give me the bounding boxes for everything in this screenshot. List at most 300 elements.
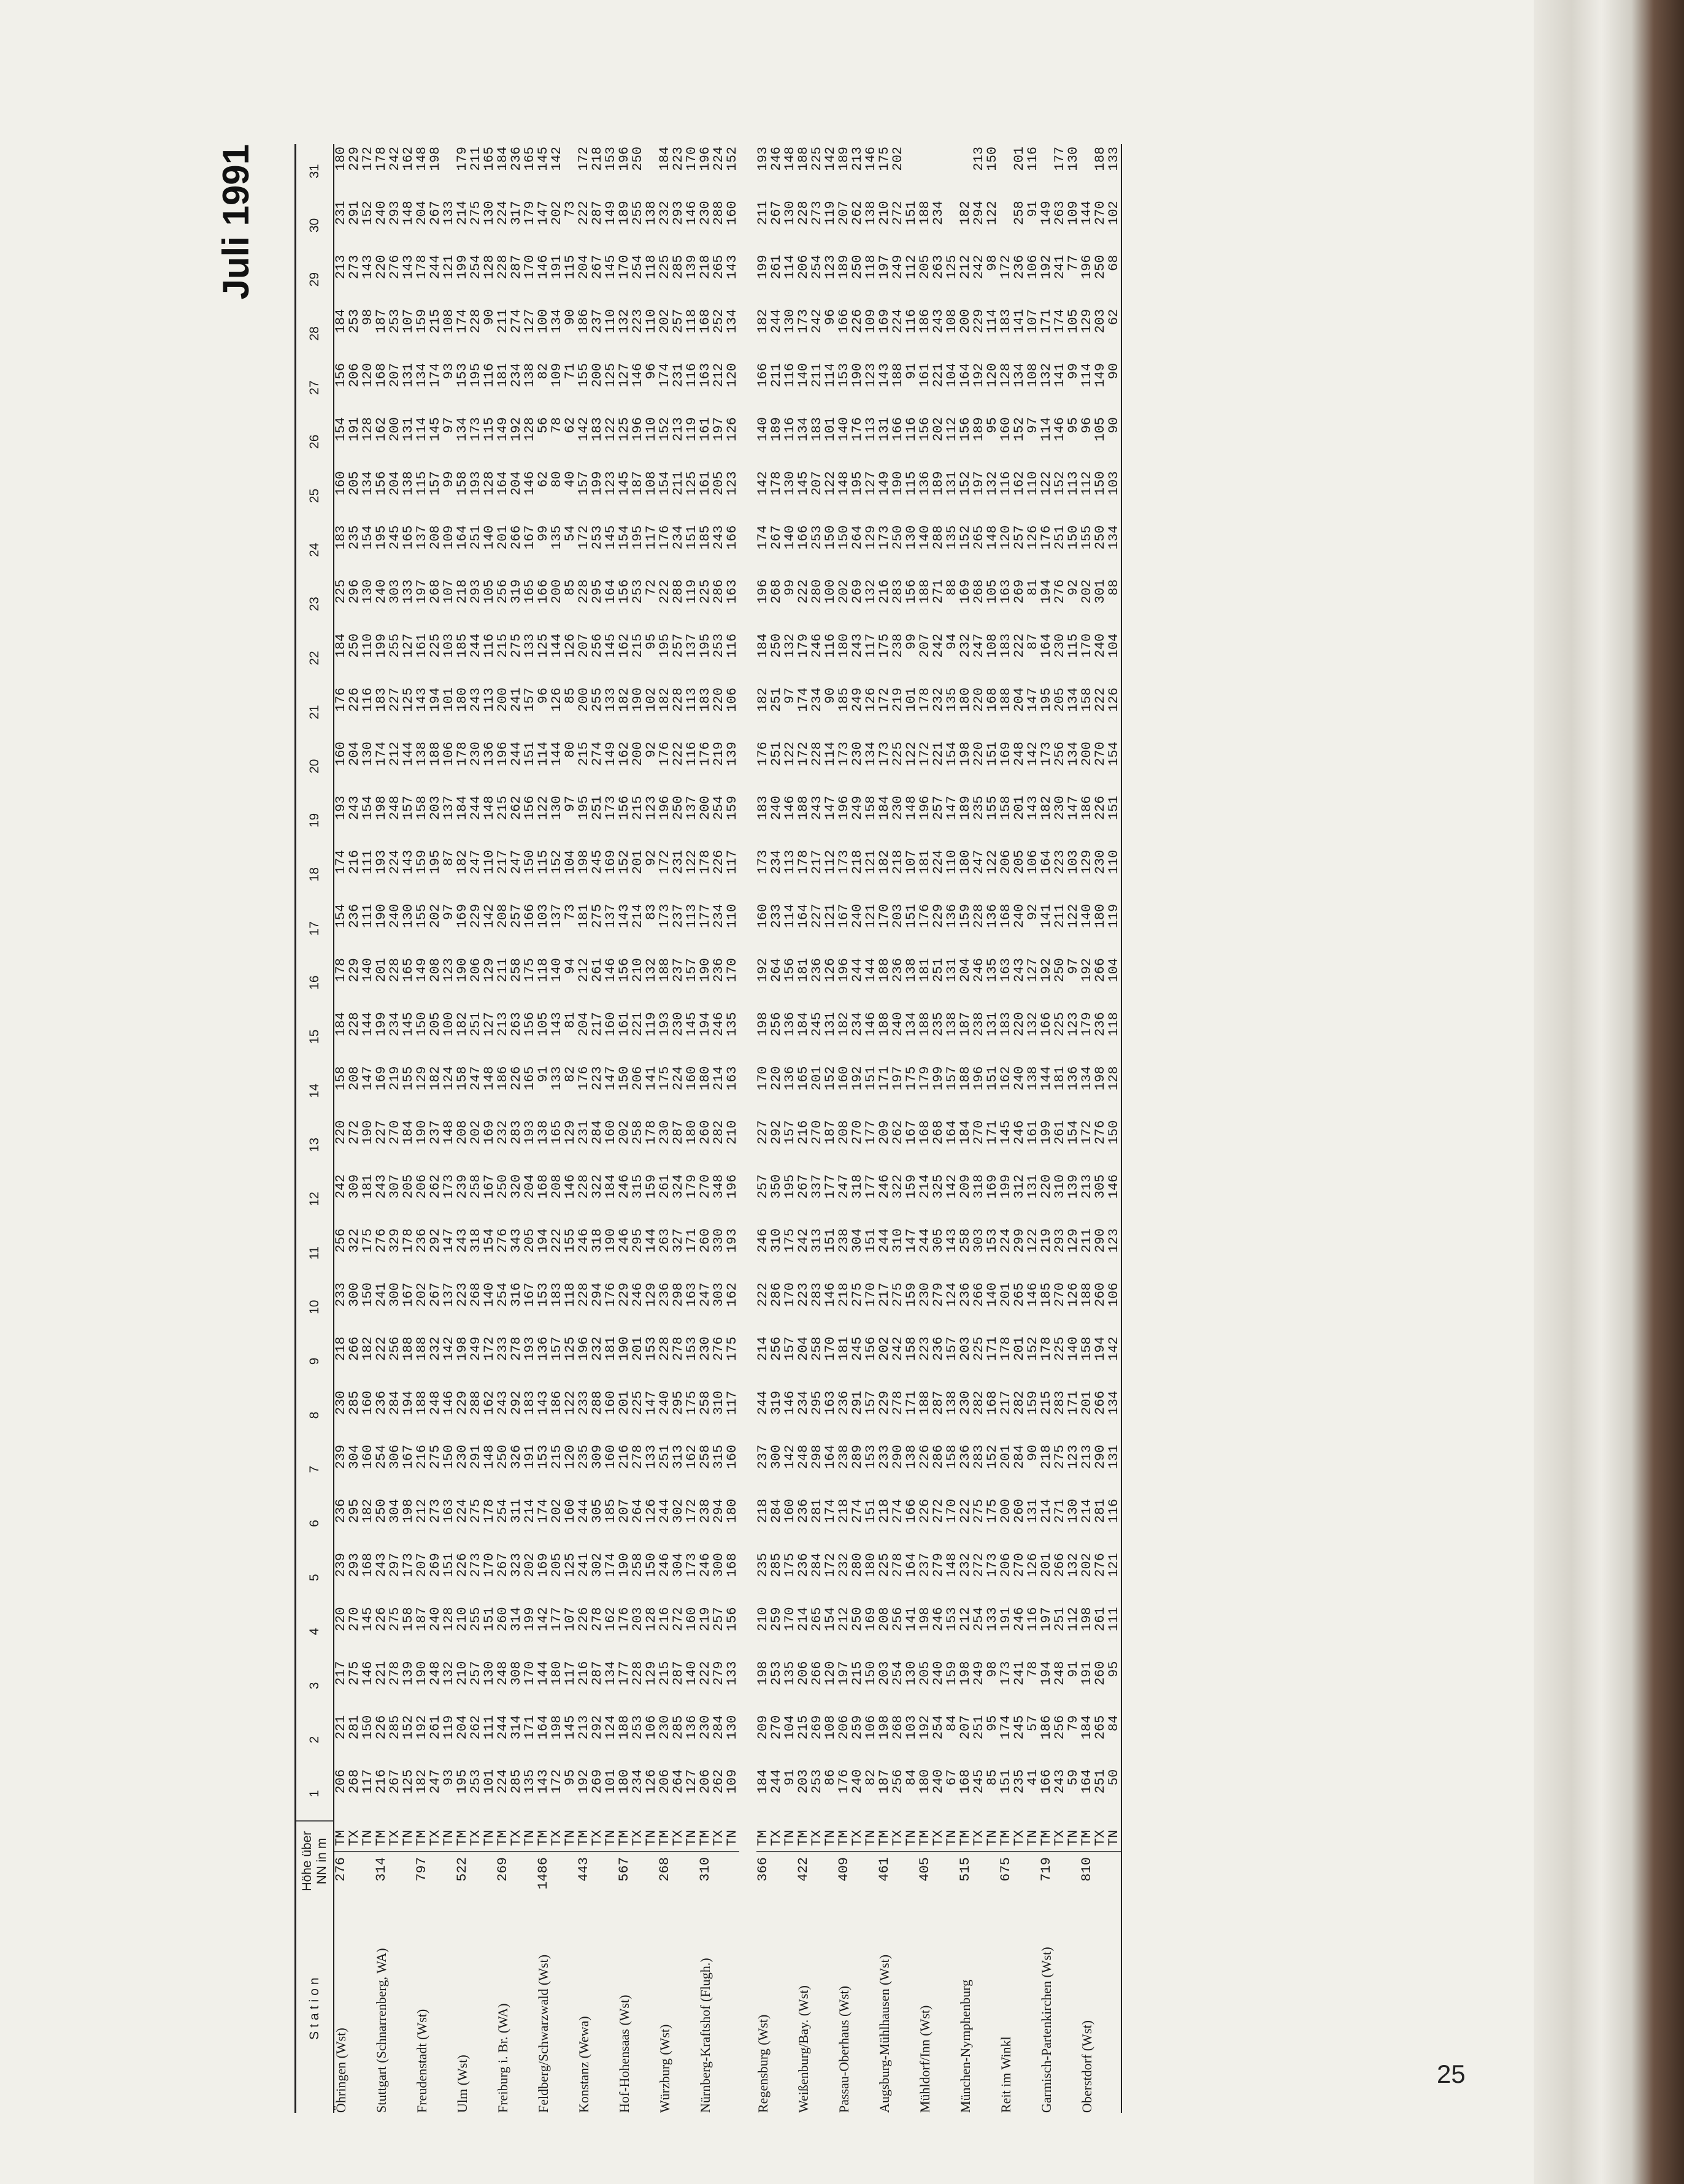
temperature-value: 184	[333, 308, 348, 334]
temperature-value: 205	[549, 1553, 564, 1577]
temperature-value: 120	[563, 1444, 578, 1469]
temperature-value: 111	[482, 1715, 497, 1740]
temperature-value: 197	[836, 1661, 852, 1686]
temperature-value: 62	[1107, 307, 1121, 361]
temperature-value: 90	[1025, 1444, 1040, 1462]
station-height	[348, 1852, 361, 1901]
temperature-value: 153	[455, 362, 470, 388]
temperature-value: 253	[769, 1661, 784, 1686]
temperature-value: 111	[360, 903, 375, 929]
station-name	[564, 1901, 577, 2113]
temperature-value: 226	[917, 1498, 932, 1523]
temperature-value: 153	[536, 1282, 551, 1307]
temperature-value: 127	[482, 1012, 497, 1036]
temperature-value: 107	[401, 308, 416, 334]
temperature-value: 256	[769, 1012, 784, 1036]
temperature-value: 225	[630, 1390, 645, 1416]
temperature-value: 282	[711, 1120, 726, 1145]
rotated-table-region	[215, 144, 1491, 2113]
temperature-value: 253	[809, 525, 825, 550]
day-header: 19	[296, 793, 334, 847]
temperature-value: 175	[360, 1228, 375, 1253]
temperature-value: 182	[617, 688, 632, 712]
temperature-value: 145	[998, 1120, 1013, 1145]
temperature-value: 246	[698, 1553, 713, 1577]
temperature-value: 259	[769, 1607, 784, 1631]
temperature-value: 137	[684, 795, 699, 821]
temperature-value: 164	[958, 362, 973, 388]
temperature-value: 228	[576, 1174, 591, 1199]
temperature-value: 160	[725, 1444, 740, 1469]
table-row	[564, 144, 577, 2113]
table-row	[797, 144, 810, 2113]
temperature-value: 167	[522, 1282, 537, 1307]
temperature-value: 92	[644, 849, 659, 867]
temperature-value: 230	[958, 1390, 973, 1416]
temperature-value: 179	[1079, 1012, 1094, 1036]
temperature-value: 174	[657, 362, 672, 388]
temperature-value: 266	[1093, 1390, 1108, 1416]
temperature-value: 254	[809, 255, 825, 280]
day-header: 2	[296, 1713, 334, 1767]
temperature-value: 88	[1107, 577, 1121, 631]
temperature-value: 148	[482, 1444, 497, 1469]
measure-type: TX	[469, 1821, 483, 1852]
temperature-value: 307	[387, 1174, 402, 1199]
day-header: 14	[296, 1063, 334, 1117]
temperature-value: 246	[617, 1228, 632, 1253]
temperature-value: 168	[985, 1390, 1000, 1416]
table-row	[699, 144, 712, 2113]
temperature-value: 154	[360, 525, 375, 550]
temperature-value: 285	[671, 255, 686, 280]
temperature-value: 276	[1093, 1553, 1108, 1577]
temperature-value: 257	[755, 1174, 771, 1199]
temperature-value: 151	[985, 741, 1000, 766]
temperature-value: 128	[360, 417, 375, 442]
temperature-value: 151	[863, 1228, 879, 1253]
station-name: Nürnberg-Kraftshof (Flugh.)	[698, 1958, 713, 2113]
temperature-value: 199	[374, 1012, 389, 1036]
temperature-value: 157	[944, 1066, 959, 1090]
temperature-value: 126	[863, 688, 879, 712]
temperature-value: 184	[877, 795, 892, 821]
temperature-value: 140	[549, 957, 564, 983]
temperature-value: 194	[698, 1012, 713, 1036]
temperature-value: 105	[482, 579, 497, 604]
temperature-value: 244	[850, 957, 865, 983]
temperature-value: 222	[549, 1228, 564, 1253]
temperature-value: 285	[509, 1769, 524, 1794]
temperature-value: 144	[863, 957, 879, 983]
temperature-value: 94	[563, 957, 578, 975]
temperature-value: 180	[958, 688, 973, 712]
temperature-value: 244	[495, 1715, 510, 1740]
temperature-value: 233	[576, 1390, 591, 1416]
temperature-value: 229	[468, 903, 483, 929]
temperature-value: 205	[401, 1174, 416, 1199]
temperature-value: 217	[809, 849, 825, 875]
temperature-value: 318	[971, 1174, 986, 1199]
temperature-value: 118	[1107, 1010, 1121, 1063]
station-name: Hof-Hohensaas (Wst)	[617, 1994, 632, 2113]
temperature-value: 229	[971, 308, 986, 334]
temperature-value: 327	[671, 1228, 686, 1253]
temperature-value: 247	[971, 849, 986, 875]
temperature-value: 135	[782, 1661, 798, 1686]
temperature-value: 136	[782, 1066, 798, 1090]
temperature-value: 262	[428, 1174, 443, 1199]
temperature-value: 184	[333, 633, 348, 658]
temperature-value: 108	[1025, 362, 1040, 388]
station-height	[469, 1852, 483, 1901]
temperature-value: 314	[509, 1715, 524, 1740]
temperature-value: 261	[1052, 1120, 1067, 1145]
temperature-value: 272	[931, 1498, 946, 1523]
measure-type: TN	[1026, 1821, 1040, 1852]
temperature-value: 130	[360, 741, 375, 766]
temperature-value: 250	[347, 633, 362, 658]
temperature-value: 180	[698, 1066, 713, 1090]
temperature-value: 240	[1012, 903, 1027, 929]
temperature-value: 187	[414, 1607, 429, 1631]
table-row	[1094, 144, 1107, 2113]
temperature-value: 188	[796, 147, 811, 171]
temperature-value: 199	[931, 1066, 946, 1090]
temperature-value: 176	[698, 741, 713, 766]
temperature-value: 158	[904, 1336, 919, 1361]
temperature-value: 105	[536, 1012, 551, 1036]
temperature-value: 285	[769, 1553, 784, 1577]
temperature-value: 260	[495, 1607, 510, 1631]
temperature-value: 249	[850, 795, 865, 821]
temperature-value: 196	[917, 795, 932, 821]
temperature-value: 151	[985, 1066, 1000, 1090]
measure-type: TX	[429, 1821, 442, 1852]
temperature-value: 143	[414, 688, 429, 712]
temperature-value: 99	[782, 579, 798, 596]
temperature-value: 174	[1052, 308, 1067, 334]
station-height	[388, 1852, 402, 1901]
temperature-value: 201	[998, 1282, 1013, 1307]
temperature-value: 258	[468, 1174, 483, 1199]
temperature-value: 287	[509, 255, 524, 280]
temperature-value: 225	[657, 255, 672, 280]
temperature-value: 230	[890, 795, 905, 821]
temperature-value: 223	[1052, 849, 1067, 875]
station-height	[726, 1852, 739, 1901]
temperature-value: 220	[333, 1607, 348, 1631]
table-row	[905, 144, 918, 2113]
temperature-value: 142	[576, 417, 591, 442]
temperature-value: 291	[850, 1390, 865, 1416]
temperature-value: 160	[603, 1444, 618, 1469]
temperature-value: 236	[809, 957, 825, 983]
temperature-value: 216	[796, 1120, 811, 1145]
temperature-value: 207	[809, 471, 825, 496]
temperature-value: 300	[387, 1282, 402, 1307]
temperature-value: 283	[809, 1282, 825, 1307]
temperature-value: 243	[850, 633, 865, 658]
temperature-value: 147	[644, 1390, 659, 1416]
temperature-value: 213	[850, 147, 865, 171]
temperature-value: 163	[725, 1066, 740, 1090]
temperature-value: 155	[401, 1066, 416, 1090]
temperature-value: 230	[657, 1120, 672, 1145]
temperature-value: 198	[877, 1715, 892, 1740]
temperature-value: 263	[657, 1228, 672, 1253]
temperature-value: 122	[904, 741, 919, 766]
temperature-value: 146	[684, 201, 699, 225]
temperature-value: 228	[671, 688, 686, 712]
temperature-value: 189	[836, 147, 852, 171]
station-height	[810, 1852, 824, 1901]
temperature-value: 202	[657, 308, 672, 334]
temperature-value: 268	[890, 1715, 905, 1740]
temperature-value: 114	[823, 741, 838, 766]
temperature-value: 177	[863, 1120, 879, 1145]
temperature-value: 142	[441, 1336, 456, 1361]
temperature-value: 219	[890, 688, 905, 712]
temperature-value: 198	[917, 1607, 932, 1631]
temperature-value: 173	[985, 1553, 1000, 1577]
temperature-value: 144	[644, 1228, 659, 1253]
temperature-value: 112	[944, 417, 959, 442]
temperature-value: 265	[971, 525, 986, 550]
temperature-value: 133	[522, 633, 537, 658]
temperature-value: 223	[917, 1336, 932, 1361]
temperature-value: 177	[698, 903, 713, 929]
temperature-value: 223	[455, 1282, 470, 1307]
measure-type: TN	[361, 1821, 375, 1852]
station-name	[645, 1901, 658, 2113]
temperature-value: 154	[617, 525, 632, 550]
station-height	[851, 1852, 864, 1901]
temperature-value: 156	[917, 417, 932, 442]
temperature-value: 120	[725, 362, 740, 388]
temperature-value: 185	[1039, 1282, 1054, 1307]
temperature-value: 212	[414, 1498, 429, 1523]
temperature-value: 206	[998, 849, 1013, 875]
temperature-value: 188	[917, 1390, 932, 1416]
temperature-value: 225	[971, 1336, 986, 1361]
temperature-value: 168	[725, 1553, 740, 1577]
temperature-value: 138	[944, 1390, 959, 1416]
measure-type: TM	[699, 1821, 712, 1852]
temperature-value: 188	[617, 1715, 632, 1740]
temperature-value: 253	[711, 633, 726, 658]
temperature-value: 135	[944, 688, 959, 712]
temperature-value: 116	[725, 633, 740, 658]
temperature-value: 224	[998, 1228, 1013, 1253]
temperature-value: 323	[509, 1553, 524, 1577]
temperature-value: 167	[482, 1174, 497, 1199]
temperature-value: 234	[509, 362, 524, 388]
temperature-value: 243	[374, 1553, 389, 1577]
temperature-value: 142	[1025, 741, 1040, 766]
measure-type: TX	[510, 1821, 523, 1852]
measure-type: TX	[851, 1821, 864, 1852]
temperature-value: 154	[1066, 1120, 1081, 1145]
temperature-value: 90	[482, 308, 497, 326]
temperature-value: 132	[617, 308, 632, 334]
temperature-value: 249	[971, 1661, 986, 1686]
temperature-value: 129	[644, 1282, 659, 1307]
temperature-value: 152	[958, 525, 973, 550]
temperature-value: 140	[1079, 903, 1094, 929]
temperature-value: 164	[1039, 633, 1054, 658]
temperature-value: 276	[387, 255, 402, 280]
temperature-value: 105	[985, 579, 1000, 604]
temperature-value: 182	[958, 201, 973, 225]
temperature-value: 343	[509, 1228, 524, 1253]
temperature-value: 123	[863, 362, 879, 388]
temperature-value: 91	[782, 1769, 798, 1786]
temperature-value: 206	[698, 1769, 713, 1794]
station-name	[469, 1901, 483, 2113]
temperature-value: 153	[536, 1444, 551, 1469]
temperature-value: 131	[985, 1012, 1000, 1036]
temperature-value: 156	[522, 1012, 537, 1036]
temperature-value: 164	[536, 1715, 551, 1740]
temperature-value: 237	[755, 1444, 771, 1469]
temperature-value: 130	[782, 471, 798, 496]
temperature-value: 296	[347, 579, 362, 604]
temperature-value: 160	[782, 1498, 798, 1523]
temperature-value: 204	[509, 471, 524, 496]
table-row	[999, 144, 1013, 2113]
temperature-value: 152	[1052, 471, 1067, 496]
temperature-value: 300	[711, 1553, 726, 1577]
temperature-value: 196	[836, 957, 852, 983]
temperature-value: 262	[890, 1120, 905, 1145]
temperature-value: 283	[971, 1444, 986, 1469]
temperature-value: 230	[917, 1282, 932, 1307]
temperature-value: 147	[441, 1228, 456, 1253]
temperature-value: 62	[536, 471, 551, 488]
temperature-value: 163	[823, 1390, 838, 1416]
temperature-value: 279	[931, 1282, 946, 1307]
temperature-value: 200	[1079, 741, 1094, 766]
temperature-value: 184	[755, 633, 771, 658]
temperature-value: 229	[931, 903, 946, 929]
temperature-value: 195	[374, 525, 389, 550]
temperature-value: 145	[603, 633, 618, 658]
temperature-value: 251	[931, 957, 946, 983]
temperature-value: 175	[725, 1336, 740, 1361]
temperature-value: 184	[603, 1174, 618, 1199]
temperature-value: 110	[360, 633, 375, 658]
temperature-value: 272	[890, 201, 905, 225]
temperature-value: 123	[603, 471, 618, 496]
temperature-value: 115	[1066, 633, 1081, 658]
temperature-value: 314	[509, 1607, 524, 1631]
temperature-value: 260	[698, 1120, 713, 1145]
temperature-value: 97	[441, 903, 456, 921]
temperature-value: 138	[536, 1120, 551, 1145]
temperature-value: 254	[495, 1282, 510, 1307]
day-header: 17	[296, 902, 334, 956]
temperature-value: 244	[509, 741, 524, 766]
day-header: 24	[296, 523, 334, 577]
measure-type: TN	[726, 1821, 739, 1852]
temperature-value: 143	[617, 903, 632, 929]
temperature-value: 135	[549, 525, 564, 550]
temperature-value: 298	[671, 1282, 686, 1307]
temperature-value: 235	[347, 525, 362, 550]
temperature-value: 278	[509, 1336, 524, 1361]
temperature-value: 240	[890, 1012, 905, 1036]
temperature-value: 179	[455, 147, 470, 171]
temperature-value: 116	[482, 362, 497, 388]
temperature-value: 161	[1025, 1120, 1040, 1145]
temperature-value: 196	[698, 147, 713, 171]
measure-type: TN	[1107, 1821, 1121, 1852]
temperature-value: 245	[850, 1336, 865, 1361]
temperature-value: 217	[877, 1282, 892, 1307]
temperature-value: 192	[917, 1715, 932, 1740]
temperature-value: 230	[1052, 795, 1067, 821]
temperature-value: 118	[563, 1282, 578, 1307]
temperature-value: 232	[958, 1553, 973, 1577]
temperature-value: 175	[877, 147, 892, 171]
temperature-value: 211	[1079, 1228, 1094, 1253]
temperature-value: 120	[985, 362, 1000, 388]
temperature-value: 190	[698, 957, 713, 983]
temperature-value: 178	[769, 471, 784, 496]
temperature-value: 200	[630, 741, 645, 766]
temperature-value: 131	[401, 362, 416, 388]
temperature-value: 219	[698, 1607, 713, 1631]
temperature-value: 164	[1039, 849, 1054, 875]
day-header: 28	[296, 307, 334, 361]
temperature-value: 165	[796, 1066, 811, 1090]
table-row	[1067, 144, 1080, 2113]
temperature-value: 230	[455, 1444, 470, 1469]
temperature-value: 182	[414, 1769, 429, 1794]
temperature-value: 310	[711, 1390, 726, 1416]
temperature-value: 127	[401, 633, 416, 658]
temperature-value: 203	[630, 1607, 645, 1631]
temperature-value: 176	[603, 1282, 618, 1307]
measure-type: TN	[1067, 1821, 1080, 1852]
temperature-value: 123	[725, 471, 740, 496]
temperature-value: 275	[850, 1282, 865, 1307]
temperature-value: 268	[468, 1282, 483, 1307]
temperature-value: 185	[698, 525, 713, 550]
temperature-value: 132	[441, 1661, 456, 1686]
temperature-value: 173	[877, 741, 892, 766]
temperature-value: 146	[1052, 417, 1067, 442]
temperature-value: 255	[630, 201, 645, 225]
temperature-value: 219	[387, 1066, 402, 1090]
temperature-value: 207	[387, 362, 402, 388]
temperature-value: 228	[495, 255, 510, 280]
temperature-value: 217	[495, 849, 510, 875]
temperature-value: 160	[563, 1498, 578, 1523]
temperature-value: 303	[387, 579, 402, 604]
temperature-value: 230	[698, 1715, 713, 1740]
table-row	[959, 144, 972, 2113]
temperature-value: 269	[1012, 579, 1027, 604]
temperature-value: 319	[509, 579, 524, 604]
temperature-value: 130	[482, 201, 497, 225]
temperature-value: 244	[769, 1769, 784, 1794]
temperature-value: 202	[617, 1120, 632, 1145]
temperature-value: 218	[455, 579, 470, 604]
temperature-value: 270	[1093, 201, 1108, 225]
measure-type: TX	[550, 1821, 564, 1852]
